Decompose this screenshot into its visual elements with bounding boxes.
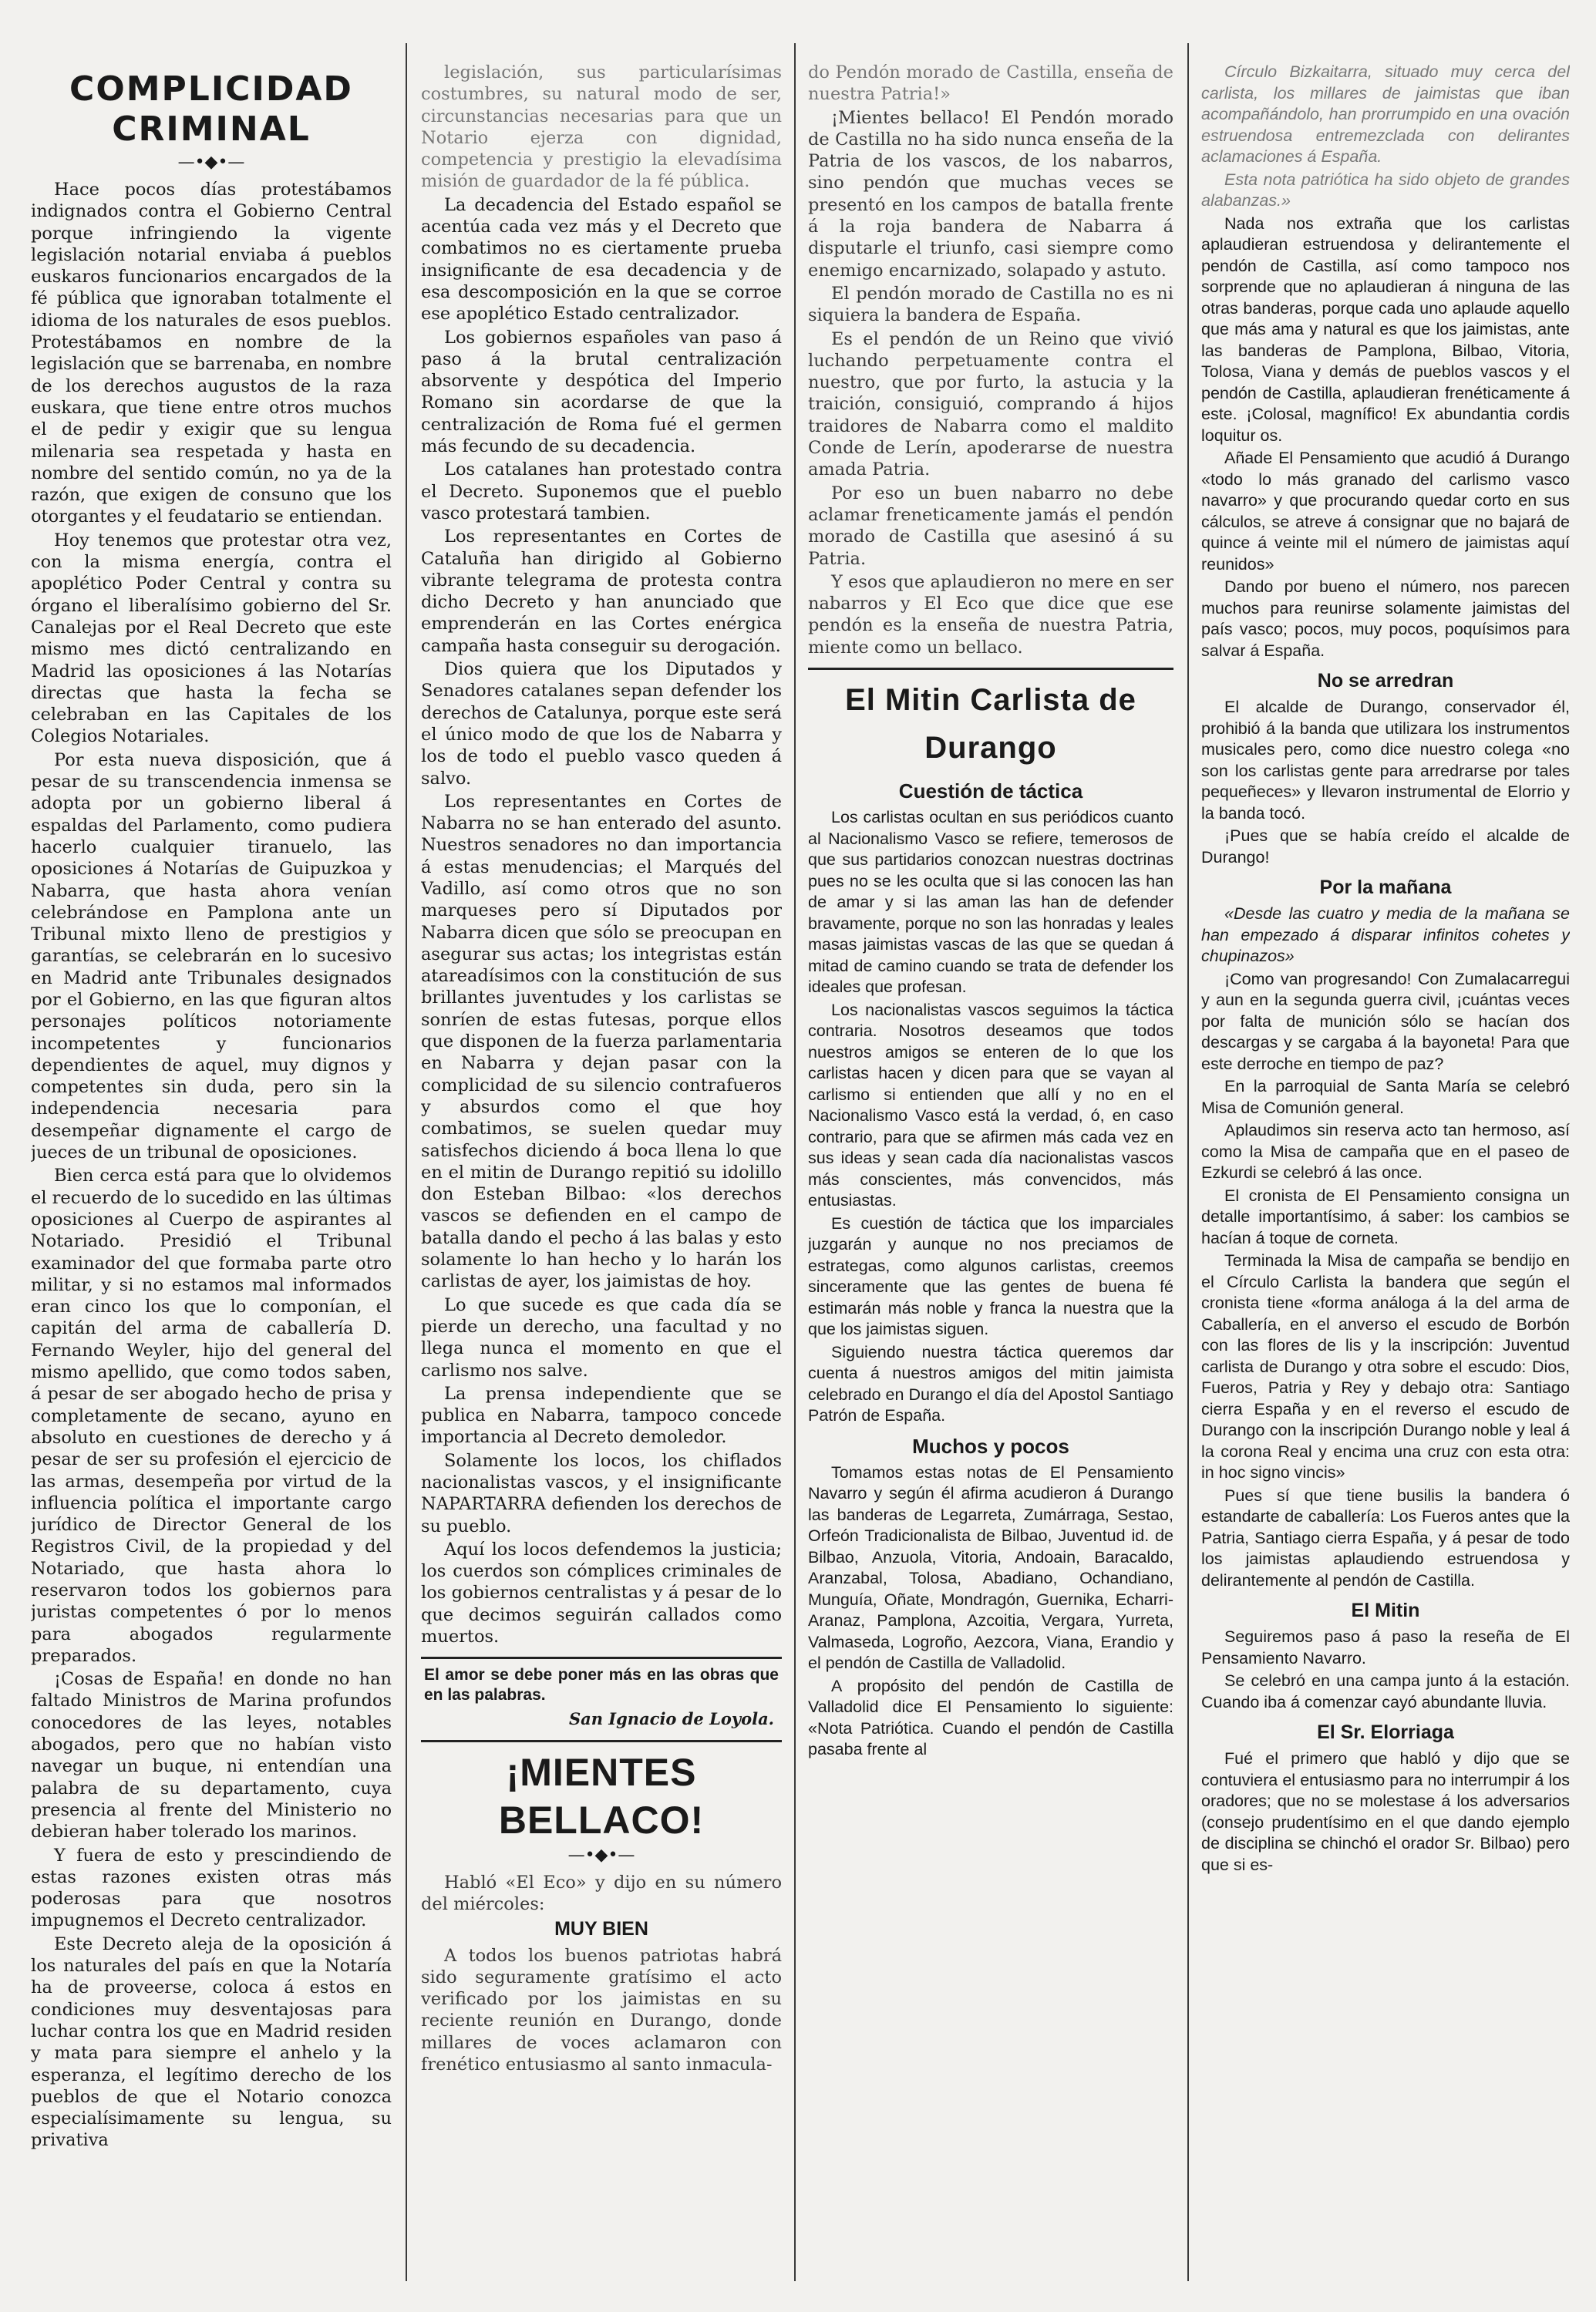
paragraph: legislación, sus particularísimas costumbres, su natural modo de ser, circunstancias necesarias para que un Notario ejerza con dignidad, competencia y prestigio la elevadísima misión de guardador de la fé pública. bbox=[421, 62, 782, 192]
ornament-divider: —•◆•— bbox=[177, 153, 245, 172]
paragraph: Los gobiernos españoles van paso á paso á la brutal centralización absorvente y despótica del Imperio Romano sin acordarse de que la centralización de Roma fué el germen más fecundo de su decadencia. bbox=[421, 327, 782, 457]
paragraph: Terminada la Misa de campaña se bendijo en el Círculo Carlista la bandera que según el cronista tiene «forma análoga á la del arma de Caballería, en el anverso el escudo de Borbón con las flores de lis y la inscripción: Juventud carlista de Durango y otra sobre el escudo: Dios, Fueros, Patria y Rey y debajo otra: Santiago cierra España y en el reverso el escudo de Durango con la inscripción Durango noble y leal á la corona Real y encima una cruz con esta otra: in hoc signo vincis» bbox=[1201, 1251, 1570, 1482]
paragraph: Hoy tenemos que protestar otra vez, con la misma energía, contra el apoplético Poder Central y contra su órgano el liberalísimo gobierno del Sr. Canalejas por el Real Decreto que este mismo mes dictó centralizando en Madrid las oposiciones á las Notarías directas que hasta la fecha se celebraban en las Capitales de los Colegios Notariales. bbox=[31, 530, 392, 747]
paragraph: Seguiremos paso á paso la reseña de El Pensamiento Navarro. bbox=[1201, 1627, 1570, 1668]
paragraph: El alcalde de Durango, conservador él, prohibió á la banda que utilizara los instrumentos musicales pero, como dice nuestro colega «no son los carlistas gente para arredrarse por tales pequeñeces» y llevaron instrumental de Elorrio y la banda tocó. bbox=[1201, 698, 1570, 823]
paragraph: Dios quiera que los Diputados y Senadores catalanes sepan defender los derechos de Catalunya, porque este será el único modo de que los de Nabarra y los de todo el pueblo vasco queden á salvo. bbox=[421, 659, 782, 789]
paragraph: Y fuera de esto y prescindiendo de estas razones existen otras más poderosas para que nosotros impugnemos el Decreto centralizador. bbox=[31, 1845, 392, 1931]
paragraph: En la parroquial de Santa María se celebró Misa de Comunión general. bbox=[1201, 1077, 1570, 1117]
muy-bien-heading: MUY BIEN bbox=[554, 1918, 648, 1940]
paragraph: Aquí los locos defendemos la justicia; los cuerdos son cómplices criminales de los gobiernos centralistas y á pesar de lo que decimos seguirán callados como muertos. bbox=[421, 1539, 782, 1647]
paragraph: La prensa independiente que se publica en Nabarra, tampoco concede importancia al Decreto demoledor. bbox=[421, 1383, 782, 1448]
paragraph: A todos los buenos patriotas habrá sido seguramente gratísimo el acto verificado por los jaimistas en su reciente reunión en Durango, donde millares de voces aclamaron con frenético entusiasmo al santo inmacula- bbox=[421, 1945, 782, 2075]
article-title-mitin-carlista: El Mitin Carlista de Durango bbox=[845, 683, 1136, 766]
column-rule bbox=[1187, 43, 1189, 2281]
paragraph: Los representantes en Cortes de Nabarra no se han enterado del asunto. Nuestros senadores no dan importancia á estas menudencias; el Marqués del Vadillo, así como otros que no son marqueses pero sí Diputados por Nabarra dicen que sólo se preocupan en asegurar sus actas; los integristas están atareadísimos con la constitución de sus brillantes juventudes y los carlistas se sonríen de estas futesas, porque ellos que disponen de la fuerza parlamentaria en Nabarra y dejan pasar con la complicidad de su silencio contrafueros y absurdos como el que hoy combatimos, se suelen quedar muy satisfechos diciendo á boca llena lo que en el mitin de Durango repitió su idolillo don Esteban Bilbao: «los derechos vascos se defienden en el campo de batalla dando el pecho á las balas y esto solamente lo han hecho y lo harán los carlistas de ayer, los jaimistas de hoy. bbox=[421, 791, 782, 1292]
loyola-quote: El amor se debe poner más en las obras que en las palabras. bbox=[424, 1666, 779, 1705]
paragraph: ¡Pues que se había creído el alcalde de Durango! bbox=[1201, 826, 1570, 867]
subheading-el-mitin: El Mitin bbox=[1351, 1600, 1420, 1621]
paragraph: Esta nota patriótica ha sido objeto de grandes alabanzas.» bbox=[1201, 170, 1570, 210]
column-rule bbox=[794, 43, 796, 2281]
section-rule bbox=[421, 1740, 782, 1742]
paragraph: Nada nos extraña que los carlistas aplaudieran estruendosa y delirantemente el pendón de Castilla, así como tampoco nos sorprende que no aplaudieran á ninguna de las otras banderas, porque cada uno aplaude aquello que más ama y natural es que los jaimistas, ante las banderas de Pamplona, Bilbao, Vitoria, Tolosa, Viana y demás de pueblos vascos y el pendón de Castilla, aplaudieran frenéticamente á este. ¡Colosal, magnífico! Ex abundantia cordis loquitur os. bbox=[1201, 214, 1570, 445]
paragraph: Los nacionalistas vascos seguimos la táctica contraria. Nosotros deseamos que todos nuestros amigos se enteren de lo que los carlistas hacen y dicen para que se vayan al carlismo si entienden que allí y no en el Nacionalismo Vasco está la verdad, ó, en caso contrario, para que se afirmen más cada vez en sus ideas y sean cada día nacionalistas vascos más conscientes, más convencidos, más entusiastas. bbox=[808, 1000, 1173, 1210]
paragraph: La decadencia del Estado español se acentúa cada vez más y el Decreto que combatimos no es ciertamente prueba insignificante de esa decadencia y de esa descomposición en la que se corroe ese apoplético Estado centralizador. bbox=[421, 194, 782, 325]
article-title-mientes-bellaco: ¡MIENTES BELLACO! bbox=[498, 1750, 705, 1842]
column-4 bbox=[1201, 62, 1570, 2281]
paragraph: Es el pendón de un Reino que vivió luchando perpetuamente contra el nuestro, que por furto, la astucia y la traición, consiguió, comprando á hijos traidores de Nabarra como el maldito Conde de Lerín, apoderarse de nuestra amada Patria. bbox=[808, 328, 1173, 480]
paragraph: Pues sí que tiene busilis la bandera ó estandarte de caballería: Los Fueros antes que la Patria, Santiago cierra España, y á pesar de todo los jaimistas aplaudiendo estruendosa y delirantemente al pendón de Castilla. bbox=[1201, 1486, 1570, 1590]
paragraph: El cronista de El Pensamiento consigna un detalle importantísimo, á saber: los cambios se hacían á toque de corneta. bbox=[1201, 1186, 1570, 1247]
subheading-por-la-manana: Por la mañana bbox=[1319, 877, 1452, 898]
column-2 bbox=[421, 62, 782, 2281]
paragraph: Por esta nueva disposición, que á pesar de su transcendencia inmensa se adopta por un gobierno liberal á espaldas del Parlamento, como pudiera hacerlo cualquier tiranuelo, las oposiciones á Notarías de Guipuzkoa y Nabarra, que hasta ahora venían celebrándose en Pamplona ante un Tribunal mixto lleno de prestigios y garantías, se celebrarán en lo sucesivo en Madrid ante Tribunales designados por el Gobierno, en las que figuran altos personajes políticos notoriamente incompetentes y funcionarios dependientes de aquel, muy dignos y competentes sin duda, pero sin la independencia necesaria para desempeñar dignamente el cargo de jueces de un tribunal de oposiciones. bbox=[31, 749, 392, 1163]
paragraph: ¡Mientes bellaco! El Pendón morado de Castilla no ha sido nunca enseña de la Patria de los vascos, de los nabarros, sino pendón que muchas veces se presentó en los campos de batalla frente á la roja bandera de Nabarra á disputarle el triunfo, casi siempre como enemigo encarnizado, solapado y astuto. bbox=[808, 107, 1173, 281]
paragraph: Es cuestión de táctica que los imparciales juzgarán y aunque no nos preciamos de estrategas, como algunos carlistas, creemos sinceramente que las gentes de buena fé estimarán más noble y franca la nuestra que la que los jaimistas siguen. bbox=[808, 1213, 1173, 1339]
paragraph: Siguiendo nuestra táctica queremos dar cuenta á nuestros amigos del mitin jaimista celebrado en Durango el día del Apostol Santiago Patrón de España. bbox=[808, 1342, 1173, 1425]
subheading-sr-elorriaga: El Sr. Elorriaga bbox=[1317, 1721, 1454, 1743]
section-rule bbox=[421, 1657, 782, 1659]
quote-author: San Ignacio de Loyola. bbox=[568, 1709, 774, 1729]
paragraph: Dando por bueno el número, nos parecen muchos para reunirse solamente jaimistas del país vasco; pocos, muy pocos, poquísimos para salvar á España. bbox=[1201, 577, 1570, 660]
paragraph: Se celebró en una campa junto á la estación. Cuando iba á comenzar cayó abundante lluvia. bbox=[1201, 1671, 1570, 1711]
paragraph: Círculo Bizkaitarra, situado muy cerca del carlista, los millares de jaimistas que iban acompañándolo, han prorrumpido en una ovación estruendosa entremezclada con delirantes aclamaciones á España. bbox=[1201, 62, 1570, 166]
section-rule bbox=[808, 668, 1173, 670]
paragraph: A propósito del pendón de Castilla de Valladolid dice El Pensamiento lo siguiente: «Nota Patriótica. Cuando el pendón de Castilla pasaba frente al bbox=[808, 1676, 1173, 1759]
paragraph: Por eso un buen nabarro no debe aclamar freneticamente jamás el pendón morado de Castilla que asesinó á su Patria. bbox=[808, 483, 1173, 569]
subheading-muchos-pocos: Muchos y pocos bbox=[912, 1434, 1069, 1458]
paragraph: Fué el primero que habló y dijo que se contuviera el entusiasmo para no interrumpir á los oradores; que no se molestase á los adversarios (consejo prudentísimo en el que dando ejemplo de disciplina se chinchó el orador Sr. Bilbao) pero que si es- bbox=[1201, 1749, 1570, 1874]
paragraph: Los representantes en Cortes de Cataluña han dirigido al Gobierno vibrante telegrama de protesta contra dicho Decreto y han anunciado que emprenderán en las Cortes enérgica campaña hasta conseguir su derogación. bbox=[421, 527, 782, 656]
paragraph: Y esos que aplaudieron no mere en ser nabarros y El Eco que dice que ese pendón es la enseña de nuestra Patria, miente como un bellaco. bbox=[808, 571, 1173, 658]
article-title-complicidad: COMPLICIDAD CRIMINAL bbox=[69, 69, 353, 149]
paragraph: Aplaudimos sin reserva acto tan hermoso, así como la Misa de campaña que en el paseo de Ezkurdi se celebró á las once. bbox=[1201, 1121, 1570, 1182]
paragraph: Los catalanes han protestado contra el Decreto. Suponemos que el pueblo vasco protestará tambien. bbox=[421, 459, 782, 523]
paragraph: Hace pocos días protestábamos indignados contra el Gobierno Central porque infringiendo la vigente legislación notarial enviaba á pueblos euskaros funcionarios encargados de la fé pública que ignoraban totalmente el idioma de los naturales de esos pueblos. Protestábamos en nombre de la legislación que se barrenaba, en nombre de los derechos augustos de la raza euskara, que tiene entre otros muchos el de pedir y exigir que su lengua milenaria sea respetada y hasta en nombre del sentido común, no ya de la razón, que exigen de consuno que los otorgantes y el feudatario se entiendan. bbox=[31, 180, 392, 527]
paragraph: ¡Como van progresando! Con Zumalacarregui y aun en la segunda guerra civil, ¡cuántas veces por falta de munición sólo se hacían dos descargas y se cargaba á la bayoneta! Para que este derroche en tiempo de paz? bbox=[1201, 969, 1570, 1073]
column-1 bbox=[31, 62, 392, 2281]
paragraph: Los carlistas ocultan en sus periódicos cuanto al Nacionalismo Vasco se refiere, temerosos de que sus partidarios conozcan nuestras doctrinas pues no se les oculta que si las conocen las han de amar y si las aman las han de defender bravamente, porque no son las honradas y leales masas jaimistas vascas de las que se quedan á mitad de camino cuando se trata de defender los ideales que profesan. bbox=[808, 808, 1173, 997]
paragraph: Tomamos estas notas de El Pensamiento Navarro y según él afirma acudieron á Durango las banderas de Legarreta, Zumárraga, Sestao, Orfeón Tradicionalista de Bilbao, Juventud id. de Bilbao, Anzuola, Vitoria, Andoain, Baracaldo, Aranzabal, Tolosa, Abadiano, Ochandiano, Munguía, Oñate, Mondragón, Guernika, Echarri-Aranaz, Pamplona, Azcoitia, Vergara, Yurreta, Valmaseda, Logroño, Aezcora, Viana, Erandio y el pendón de Castilla de Valladolid. bbox=[808, 1462, 1173, 1673]
subheading-no-se-arredran: No se arredran bbox=[1317, 670, 1454, 692]
paragraph: Habló «El Eco» y dijo en su número del miércoles: bbox=[421, 1872, 782, 1914]
paragraph: El pendón morado de Castilla no es ni siquiera la bandera de España. bbox=[808, 283, 1173, 326]
ornament-divider: —•◆•— bbox=[567, 1845, 635, 1865]
paragraph: «Desde las cuatro y media de la mañana se han empezado á disparar infinitos cohetes y chupinazos» bbox=[1201, 904, 1570, 965]
paragraph: Solamente los locos, los chiflados nacionalistas vascos, y el insignificante NAPARTARRA defienden los derechos de su pueblo. bbox=[421, 1450, 782, 1536]
paragraph: ¡Cosas de España! en donde no han faltado Ministros de Marina profundos conocedores de las leyes, notables abogados, pero que no habían visto navegar un buque, ni entendían una palabra de su departamento, cuya presencia al frente del Ministerio no debieran haber tolerado los marinos. bbox=[31, 1669, 392, 1843]
paragraph: Añade El Pensamiento que acudió á Durango «todo lo más granado del carlismo vasco navarro» y que procurando quedar corto en sus cálculos, se atreve á consignar que no bajará de quince á veinte mil el número de jaimistas aquí reunidos» bbox=[1201, 449, 1570, 574]
paragraph: do Pendón morado de Castilla, enseña de nuestra Patria!» bbox=[808, 62, 1173, 105]
paragraph: Este Decreto aleja de la oposición á los naturales del país en que la Notaría ha de proveerse, coloca á estos en condiciones muy desventajosas para luchar contra los que en Madrid residen y mata para siempre el anhelo y la esperanza, el legítimo derecho de los pueblos de que el Notario conozca especialísimamente su lengua, su privativa bbox=[31, 1933, 392, 2151]
paragraph: Lo que sucede es que cada día se pierde un derecho, una facultad y no llega nunca el momento en que el carlismo nos salve. bbox=[421, 1294, 782, 1381]
paragraph: Bien cerca está para que lo olvidemos el recuerdo de lo sucedido en las últimas oposiciones al Cuerpo de aspirantes al Notariado. Presidió el Tribunal examinador del que formaba parte otro militar, y si no estamos mal informados eran cinco los que lo componían, el capitán del arma de caballería D. Fernando Weyler, hijo del general del mismo apellido, que como todos saben, á pesar de ser abogado hecho de prisa y completamente de secano, ayuno en absoluto en cuestiones de derecho y á pesar de ser su profesión el ejercicio de las armas, desempeña por virtud de la influencia política el importante cargo jurídico de Director General de los Registros Civil, de la propiedad y del Notariado, que hasta ahora lo reservaron todos los gobiernos para juristas competentes ó por lo menos para abogados regularmente preparados. bbox=[31, 1166, 392, 1666]
column-3 bbox=[808, 62, 1173, 2281]
column-rule bbox=[406, 43, 407, 2281]
subheading-cuestion-tactica: Cuestión de táctica bbox=[898, 779, 1083, 803]
